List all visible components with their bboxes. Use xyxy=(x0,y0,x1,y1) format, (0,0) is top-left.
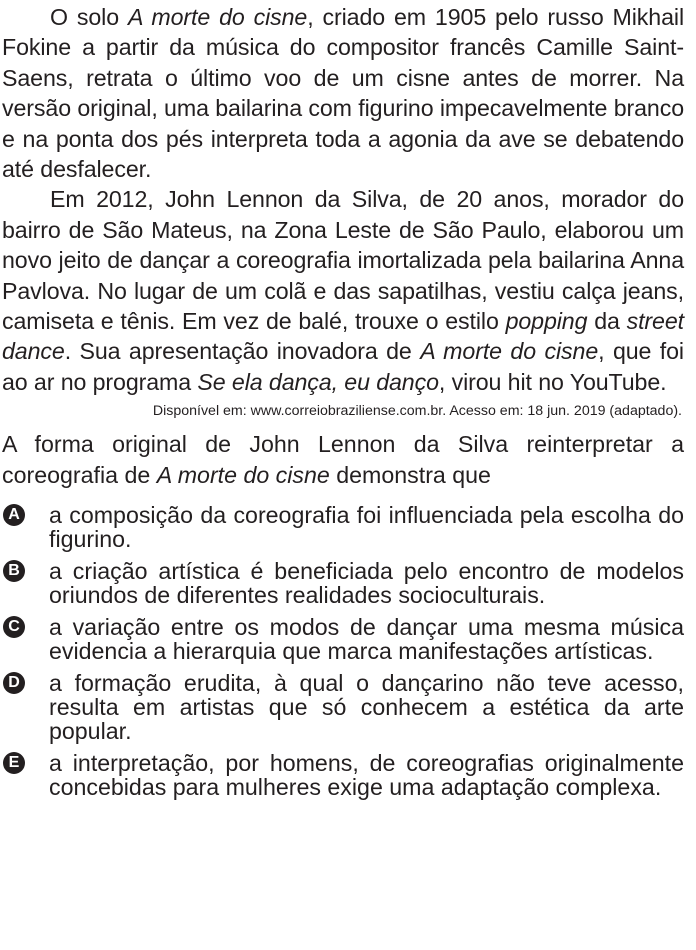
option-text-d: a formação erudita, à qual o dançarino não teve acesso, resulta em artistas que só conhecem a estética da arte popular. xyxy=(49,670,684,745)
option-d[interactable] xyxy=(2,671,684,743)
option-letter-e: E xyxy=(3,752,25,774)
option-text-c: a variação entre os modos de dançar uma mesma música evidencia a hierarquia que marca manifestações artísticas. xyxy=(49,614,684,665)
italic-text: popping xyxy=(505,308,588,335)
option-text-a: a composição da coreografia foi influenciada pela escolha do figurino. xyxy=(49,502,684,553)
question-stem: A forma original de John Lennon da Silva reinterpretar a coreografia de A morte do cisne demonstra que xyxy=(2,431,684,489)
option-a[interactable] xyxy=(2,503,684,551)
option-text-b: a criação artística é beneficiada pelo encontro de modelos oriundos de diferentes realidades socioculturais. xyxy=(49,558,684,609)
passage-paragraph-1: O solo A morte do cisne, criado em 1905 pelo russo Mikhail Fokine a partir da música do compositor francês Camille Saint-Saens, retrata o último voo de um cisne antes de morrer. Na versão original, uma bailarina com figurino impecavelmente branco e na ponta dos pés interpreta toda a agonia da ave se debatendo até desfalecer. xyxy=(2,4,684,183)
option-text-e: a interpretação, por homens, de coreografias originalmente concebidas para mulheres exige uma adaptação complexa. xyxy=(49,750,684,801)
italic-text: street dance xyxy=(2,308,684,365)
italic-text: Se ela dança, eu danço xyxy=(197,368,439,395)
option-letter-c: C xyxy=(3,616,25,638)
passage xyxy=(2,2,684,397)
italic-text: A morte do cisne xyxy=(127,4,308,30)
option-c[interactable] xyxy=(2,615,684,663)
option-e[interactable] xyxy=(2,751,684,799)
italic-text: A morte do cisne xyxy=(156,462,330,489)
option-b[interactable] xyxy=(2,559,684,607)
option-letter-d: D xyxy=(3,672,25,694)
answer-options xyxy=(2,503,684,799)
italic-text: A morte do cisne xyxy=(420,338,599,365)
passage-paragraph-2: Em 2012, John Lennon da Silva, de 20 anos, morador do bairro de São Mateus, na Zona Leste de São Paulo, elaborou um novo jeito de dançar a coreografia imortalizada pela bailarina Anna Pavlova. No lugar de um colã e das sapatilhas, vestiu calça jeans, camiseta e tênis. Em vez de balé, trouxe o estilo popping da street dance. Sua apresentação inovadora de A morte do cisne, que foi ao ar no programa Se ela dança, eu danço, virou hit no YouTube. xyxy=(2,186,684,395)
option-letter-a: A xyxy=(3,504,25,526)
question-page xyxy=(0,2,688,799)
option-letter-b: B xyxy=(3,560,25,582)
source-citation: Disponível em: www.correiobraziliense.com.br. Acesso em: 18 jun. 2019 (adaptado). xyxy=(152,403,682,420)
